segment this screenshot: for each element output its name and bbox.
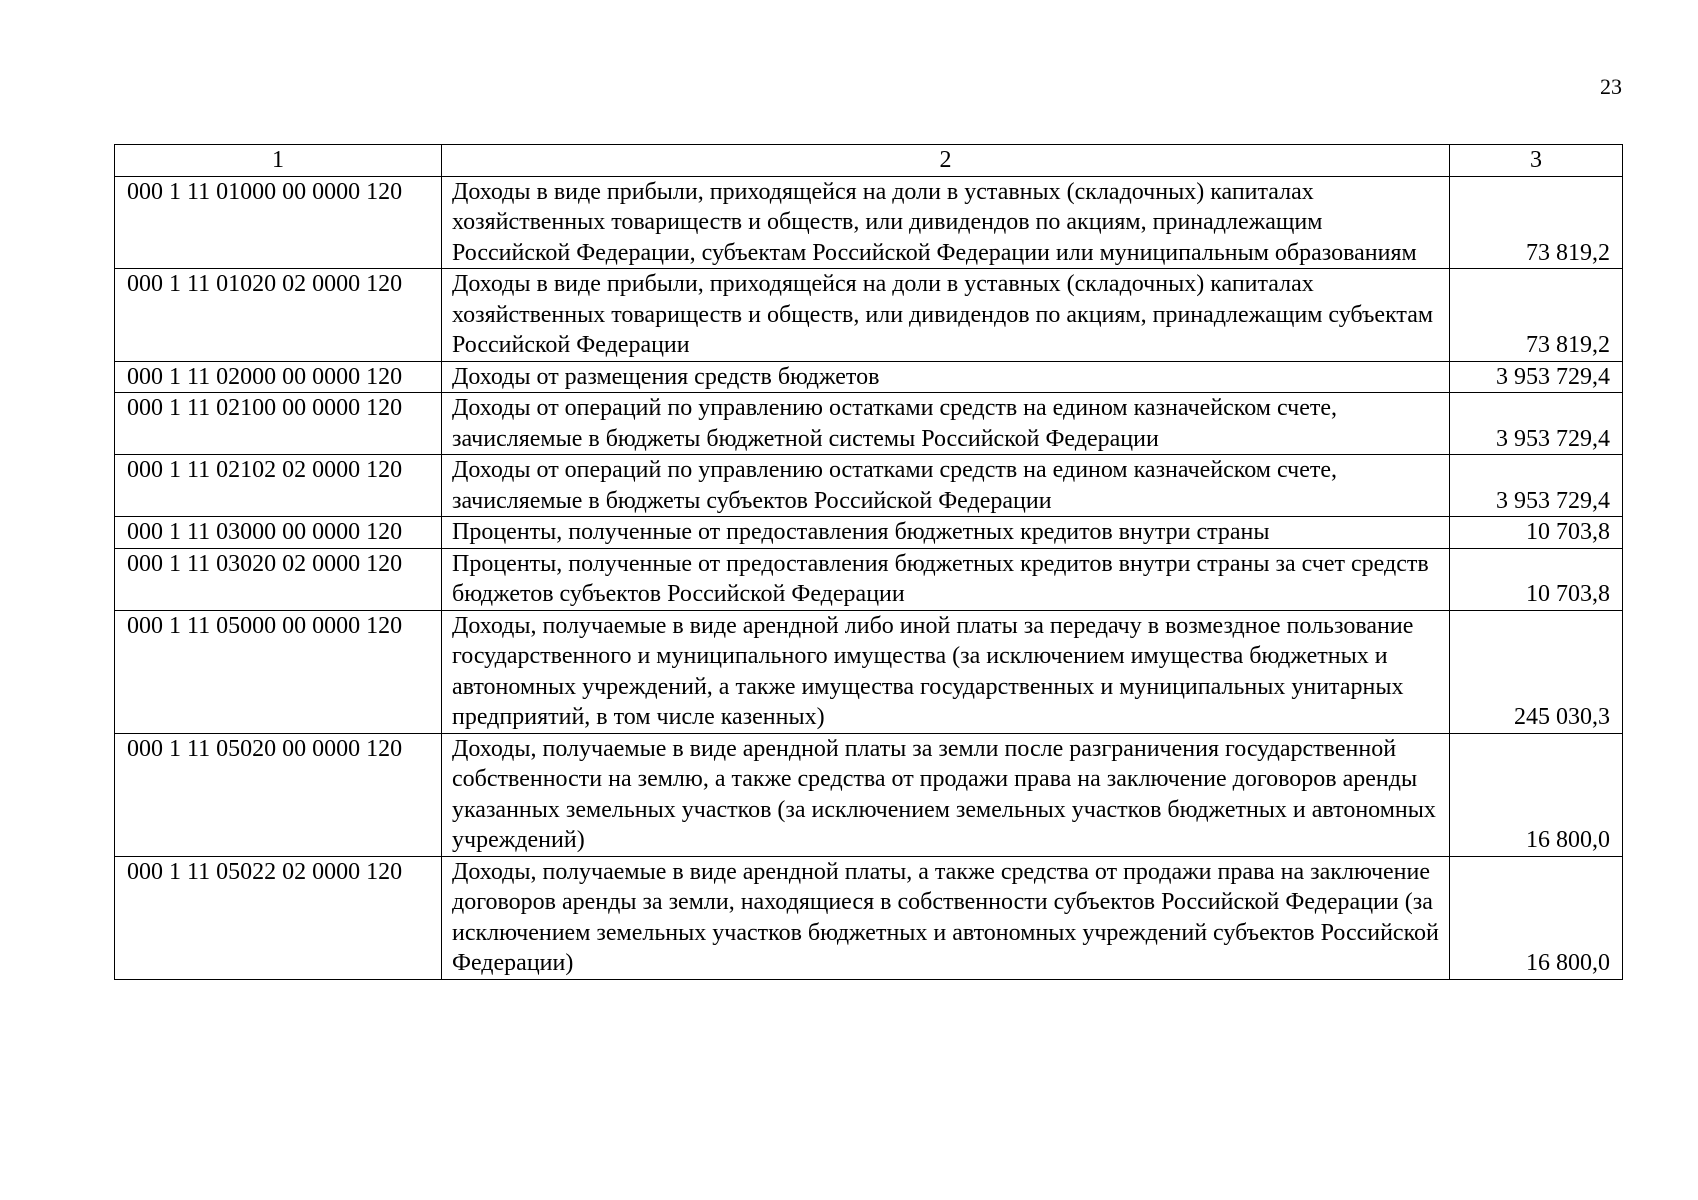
budget-code: 000 1 11 03020 02 0000 120 (115, 548, 442, 610)
table-header-row (115, 145, 1623, 177)
revenue-name: Доходы, получаемые в виде арендной либо иной платы за передачу в возмездное пользование государственного и муниципального имущества (за исключением имущества бюджетных и автономных учреждений, а также имущества государственных и муниципальных унитарных предприятий, в том числе казенных) (442, 610, 1450, 733)
budget-revenue-table (114, 144, 1623, 980)
budget-code: 000 1 11 02100 00 0000 120 (115, 393, 442, 455)
table-row (115, 610, 1623, 733)
revenue-sum: 3 953 729,4 (1450, 455, 1623, 517)
budget-code: 000 1 11 03000 00 0000 120 (115, 517, 442, 549)
revenue-sum: 10 703,8 (1450, 517, 1623, 549)
table-row (115, 733, 1623, 856)
table-row (115, 176, 1623, 269)
revenue-name: Доходы от операций по управлению остатками средств на едином казначейском счете, зачисляемые в бюджеты бюджетной системы Российской Федерации (442, 393, 1450, 455)
column-header-code: 1 (115, 145, 442, 177)
revenue-name: Доходы, получаемые в виде арендной платы за земли после разграничения государственной собственности на землю, а также средства от продажи права на заключение договоров аренды указанных земельных участков (за исключением земельных участков бюджетных и автономных учреждений) (442, 733, 1450, 856)
column-header-name: 2 (442, 145, 1450, 177)
revenue-name: Проценты, полученные от предоставления бюджетных кредитов внутри страны за счет средств бюджетов субъектов Российской Федерации (442, 548, 1450, 610)
budget-code: 000 1 11 05022 02 0000 120 (115, 856, 442, 979)
table-row (115, 455, 1623, 517)
table-row (115, 548, 1623, 610)
budget-code: 000 1 11 01000 00 0000 120 (115, 176, 442, 269)
budget-code: 000 1 11 02102 02 0000 120 (115, 455, 442, 517)
table-row (115, 269, 1623, 362)
budget-code: 000 1 11 02000 00 0000 120 (115, 361, 442, 393)
revenue-sum: 73 819,2 (1450, 176, 1623, 269)
revenue-sum: 10 703,8 (1450, 548, 1623, 610)
budget-code: 000 1 11 05000 00 0000 120 (115, 610, 442, 733)
table-row (115, 393, 1623, 455)
revenue-name: Доходы в виде прибыли, приходящейся на доли в уставных (складочных) капиталах хозяйственных товариществ и обществ, или дивидендов по акциям, принадлежащим Российской Федерации, субъектам Российской Федерации или муниципальным образованиям (442, 176, 1450, 269)
revenue-name: Доходы, получаемые в виде арендной платы, а также средства от продажи права на заключение договоров аренды за земли, находящиеся в собственности субъектов Российской Федерации (за исключением земельных участков бюджетных и автономных учреждений субъектов Российской Федерации) (442, 856, 1450, 979)
budget-code: 000 1 11 01020 02 0000 120 (115, 269, 442, 362)
column-header-sum: 3 (1450, 145, 1623, 177)
revenue-name: Проценты, полученные от предоставления бюджетных кредитов внутри страны (442, 517, 1450, 549)
page-number: 23 (1600, 74, 1622, 99)
table-row (115, 856, 1623, 979)
revenue-sum: 73 819,2 (1450, 269, 1623, 362)
revenue-sum: 16 800,0 (1450, 856, 1623, 979)
revenue-sum: 3 953 729,4 (1450, 393, 1623, 455)
revenue-name: Доходы от размещения средств бюджетов (442, 361, 1450, 393)
revenue-name: Доходы от операций по управлению остатками средств на едином казначейском счете, зачисляемые в бюджеты субъектов Российской Федерации (442, 455, 1450, 517)
revenue-name: Доходы в виде прибыли, приходящейся на доли в уставных (складочных) капиталах хозяйственных товариществ и обществ, или дивидендов по акциям, принадлежащим субъектам Российской Федерации (442, 269, 1450, 362)
revenue-sum: 3 953 729,4 (1450, 361, 1623, 393)
table-row (115, 361, 1623, 393)
revenue-sum: 16 800,0 (1450, 733, 1623, 856)
budget-code: 000 1 11 05020 00 0000 120 (115, 733, 442, 856)
revenue-sum: 245 030,3 (1450, 610, 1623, 733)
table-row (115, 517, 1623, 549)
